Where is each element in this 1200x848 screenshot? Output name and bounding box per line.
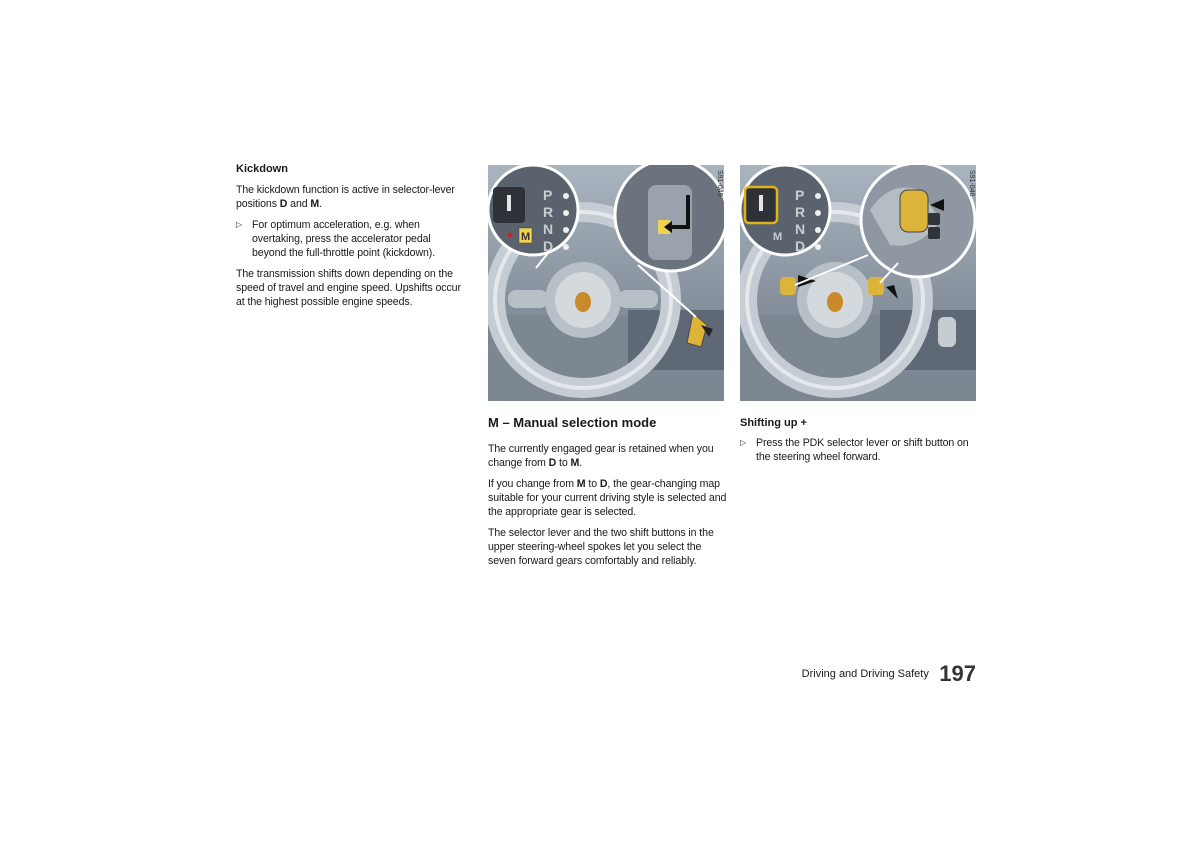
svg-text:P: P: [795, 187, 805, 203]
svg-text:M: M: [773, 231, 783, 243]
manual-mode-p2: If you change from M to D, the gear-changing map suitable for your current driving style is selected and the appropriate gear is selected.: [488, 478, 727, 518]
page-number: 197: [939, 661, 976, 686]
bullet-triangle-icon: ▷: [236, 220, 243, 229]
gear-letter-p: P: [543, 187, 553, 203]
right-column: [740, 416, 980, 464]
figure-selector-lever: [488, 165, 724, 401]
gear-letter-d: D: [543, 238, 554, 254]
shifting-up-heading: Shifting up +: [740, 417, 807, 429]
svg-text:M: M: [521, 231, 531, 243]
svg-text:N: N: [795, 221, 806, 237]
figure-1-id: S91-045: [716, 170, 723, 197]
kickdown-paragraph: The kickdown function is active in selector-lever positions D and M.: [236, 184, 455, 210]
manual-mode-heading: M – Manual selection mode: [488, 415, 657, 430]
dashboard-illustration-2: [740, 165, 976, 401]
figure-steering-shift-buttons: [740, 165, 976, 401]
left-column: [236, 162, 466, 309]
svg-text:R: R: [795, 204, 806, 220]
shifting-up-bullet: ▷ Press the PDK selector lever or shift button on the steering wheel forward.: [740, 437, 969, 463]
bullet-triangle-icon: ▷: [740, 438, 747, 447]
manual-mode-p3: The selector lever and the two shift buttons in the upper steering-wheel spokes let you select the seven forward gears comfortably and reliably.: [488, 527, 714, 567]
gear-letter-n: N: [543, 221, 554, 237]
manual-mode-p1: The currently engaged gear is retained when you change from D to M.: [488, 443, 714, 469]
section-title: Driving and Driving Safety: [801, 668, 929, 680]
downshift-paragraph: The transmission shifts down depending on the speed of travel and engine speed. Upshifts occur at the highest possible engine speeds.: [236, 268, 461, 308]
gear-letter-r: R: [543, 204, 554, 220]
figure-2-id: S91-046: [968, 170, 975, 197]
kickdown-heading: Kickdown: [236, 163, 288, 175]
svg-text:D: D: [795, 238, 806, 254]
kickdown-bullet: ▷ For optimum acceleration, e.g. when overtaking, press the accelerator pedal beyond the full-throttle point (kickdown).: [236, 219, 436, 259]
middle-column: [488, 415, 728, 568]
dashboard-illustration-1: [488, 165, 724, 401]
page-footer: [760, 663, 976, 685]
